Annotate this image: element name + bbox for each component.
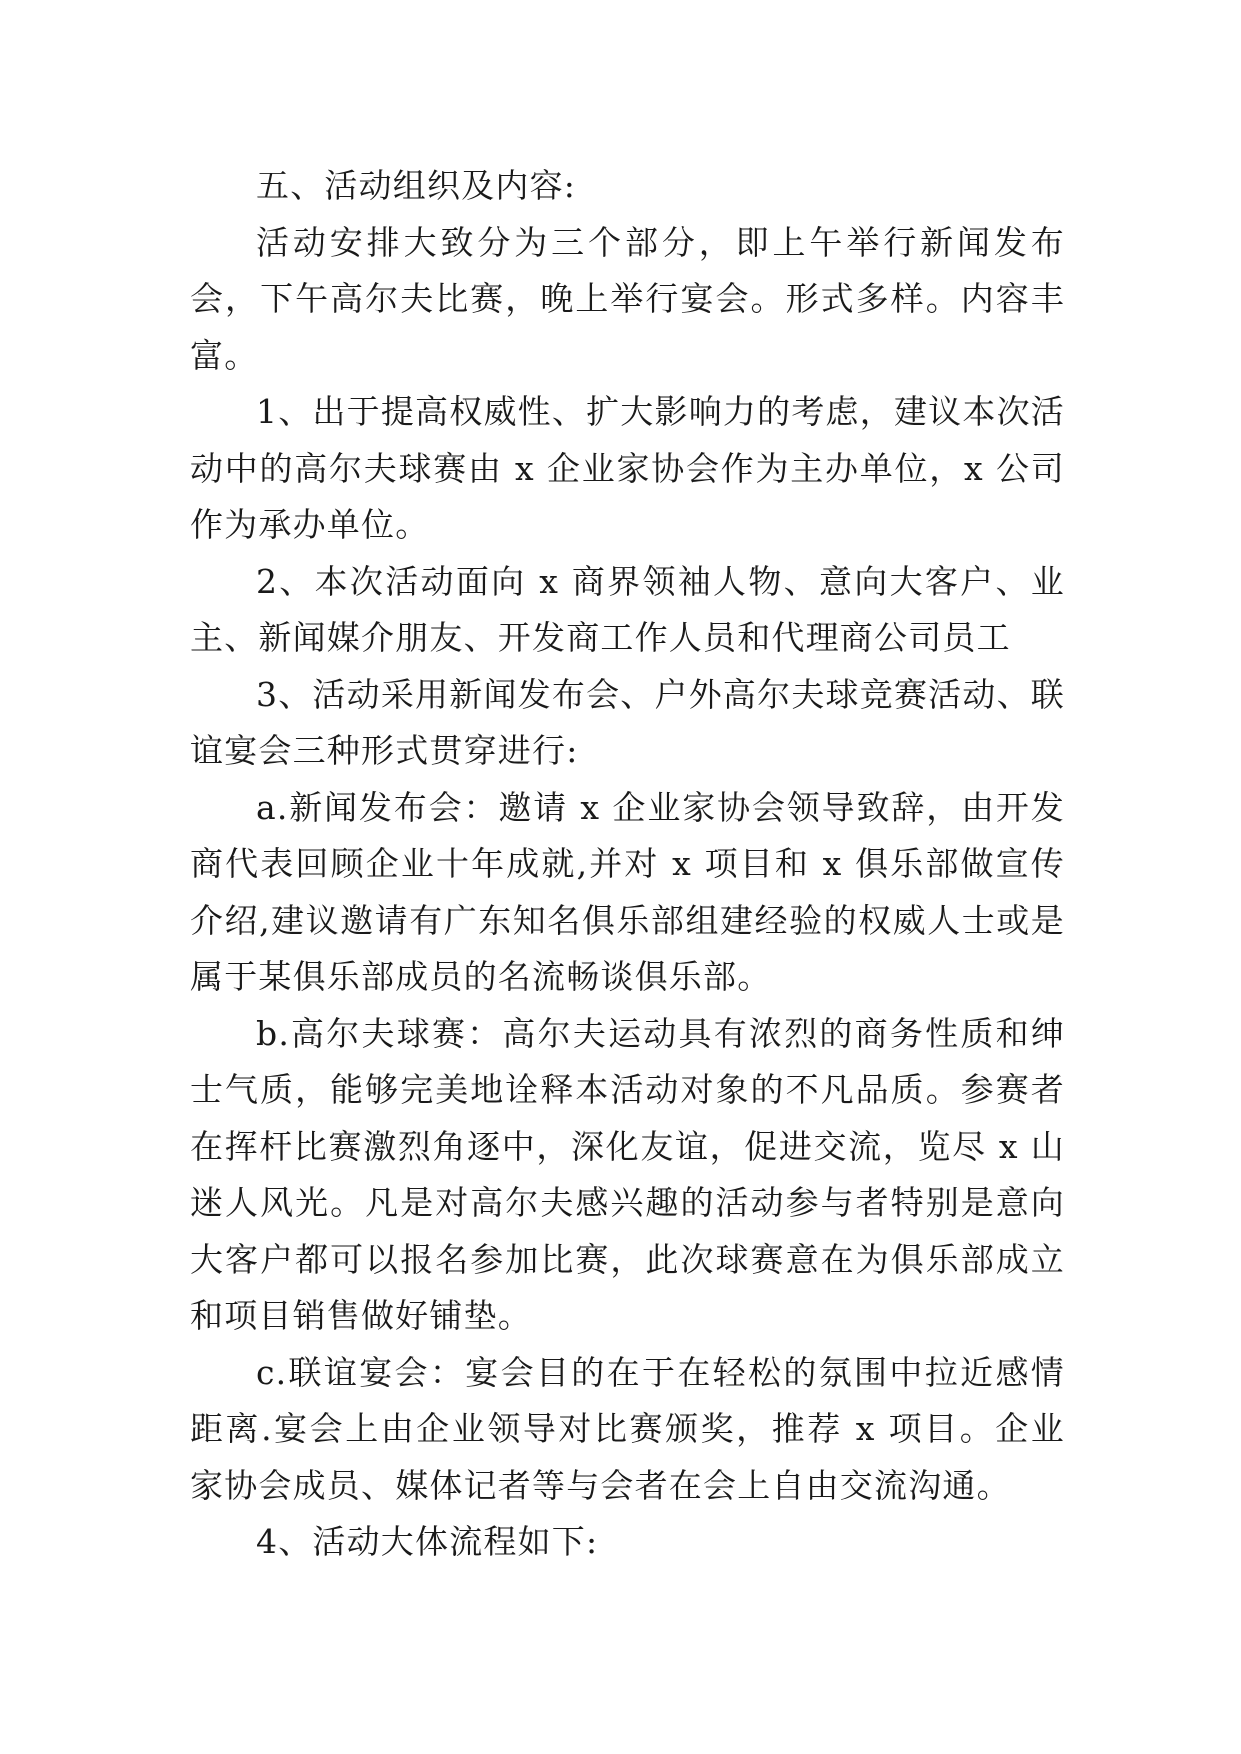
paragraph-item-b: b.高尔夫球赛：高尔夫运动具有浓烈的商务性质和绅士气质，能够完美地诠释本活动对象的不凡品质。参赛者在挥杆比赛激烈角逐中，深化友谊，促进交流，览尽 x 山迷人风光。凡是对高尔夫感兴趣的活动参与者特别是意向大客户都可以报名参加比赛，此次球赛意在为俱乐部成立和项目销售做好铺垫。 (190, 1013, 1065, 1335)
paragraph-item-4: 4、活动大体流程如下: (256, 1522, 599, 1561)
document-body (190, 158, 1065, 1571)
paragraph-item-a: a.新闻发布会：邀请 x 企业家协会领导致辞，由开发商代表回顾企业十年成就,并对 x 项目和 x 俱乐部做宣传介绍,建议邀请有广东知名俱乐部组建经验的权威人士或是属于某俱乐部成员的名流畅谈俱乐部。 (190, 787, 1065, 996)
paragraph-item-1: 1、出于提高权威性、扩大影响力的考虑，建议本次活动中的高尔夫球赛由 x 企业家协会作为主办单位，x 公司作为承办单位。 (190, 392, 1065, 544)
section-heading: 五、活动组织及内容: (256, 166, 577, 205)
paragraph-item-3: 3、活动采用新闻发布会、户外高尔夫球竞赛活动、联谊宴会三种形式贯穿进行: (190, 674, 1065, 770)
paragraph-item-2: 2、本次活动面向 x 商界领袖人物、意向大客户、业主、新闻媒介朋友、开发商工作人员和代理商公司员工 (190, 561, 1065, 657)
paragraph-overview: 活动安排大致分为三个部分，即上午举行新闻发布会，下午高尔夫比赛，晚上举行宴会。形式多样。内容丰富。 (190, 222, 1065, 375)
paragraph-item-c: c.联谊宴会：宴会目的在于在轻松的氛围中拉近感情距离.宴会上由企业领导对比赛颁奖，推荐 x 项目。企业家协会成员、媒体记者等与会者在会上自由交流沟通。 (190, 1352, 1065, 1505)
